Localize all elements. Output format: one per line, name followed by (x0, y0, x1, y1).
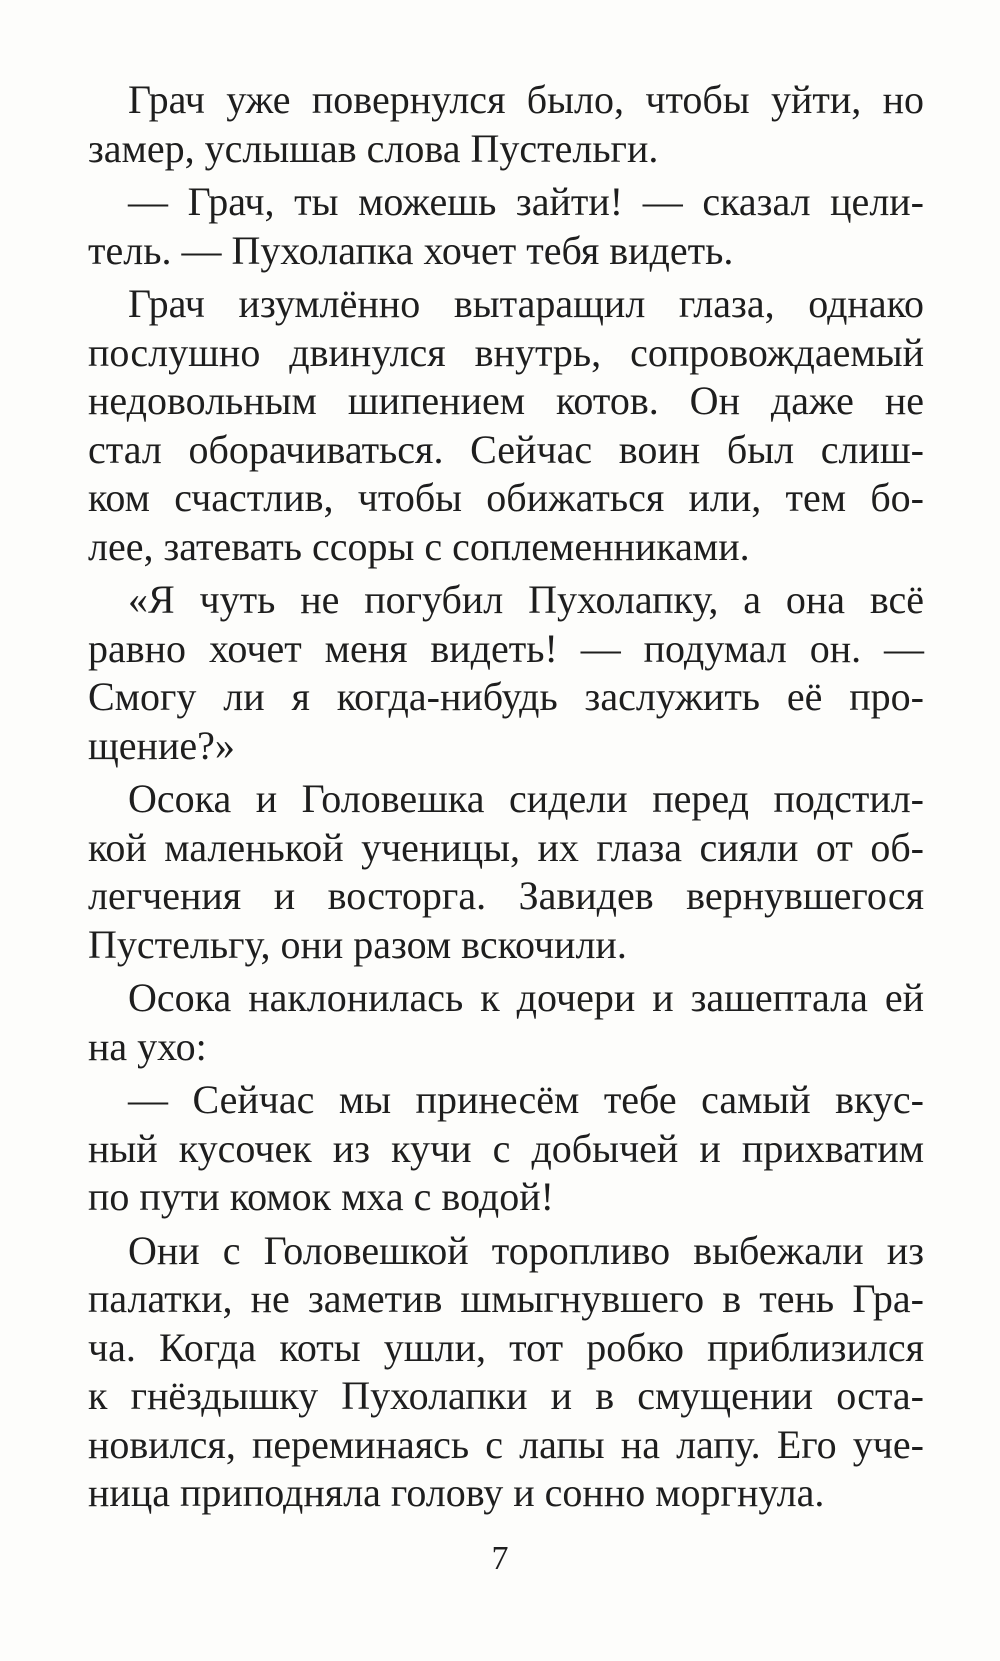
text-line: «Я чуть не погубил Пухолапку, а она всё (128, 577, 924, 622)
text-line: равно хочет меня видеть! — подумал он. — (88, 625, 924, 671)
text-line: Осока наклонилась к дочери и зашептала ей (128, 975, 924, 1020)
paragraph (88, 974, 924, 1071)
paragraph (88, 1227, 924, 1518)
text-line: послушно двинулся внутрь, сопровождаемый (88, 329, 924, 375)
text-line: палатки, не заметив шмыгнувшего в тень Гра- (88, 1276, 924, 1321)
text-line: по пути комок мха с водой! (88, 1174, 554, 1219)
text-line: кой маленькой ученицы, их глаза сияли от об- (88, 824, 924, 870)
text-line: Грач уже повернулся было, чтобы уйти, но (128, 77, 924, 122)
text-line: к гнёздышку Пухолапки и в смущении оста- (88, 1373, 924, 1418)
page-body (88, 76, 924, 1518)
text-line: недовольным шипением котов. Он даже не (88, 378, 924, 423)
paragraph (88, 178, 924, 275)
paragraph (88, 280, 924, 571)
text-line: на ухо: (88, 1023, 207, 1069)
text-line: щение?» (88, 722, 235, 768)
text-line: ница приподняла голову и сонно моргнула. (88, 1470, 825, 1515)
text-line: — Грач, ты можешь зайти! — сказал цели- (128, 179, 924, 224)
text-line: тель. — Пухолапка хочет тебя видеть. (88, 227, 734, 273)
text-line: — Сейчас мы принесём тебе самый вкус- (128, 1077, 924, 1122)
page-number: 7 (491, 1540, 509, 1577)
text-line: Смогу ли я когда-нибудь заслужить её про- (88, 674, 924, 719)
text-line: ком счастлив, чтобы обижаться или, тем бо- (88, 475, 924, 520)
text-line: Они с Головешкой торопливо выбежали из (128, 1227, 924, 1273)
paragraph (88, 1076, 924, 1222)
paragraph (88, 576, 924, 770)
text-line: Грач изумлённо вытаращил глаза, однако (128, 281, 924, 326)
text-line: легчения и восторга. Завидев вернувшегося (88, 873, 924, 918)
text-line: новился, переминаясь с лапы на лапу. Его уче- (88, 1421, 924, 1467)
text-line: Пустельгу, они разом вскочили. (88, 921, 627, 967)
text-line: замер, услышав слова Пустельги. (88, 125, 659, 171)
text-line: лее, затевать ссоры с соплеменниками. (88, 523, 750, 569)
text-line: ча. Когда коты ушли, тот робко приблизился (88, 1324, 924, 1370)
text-line: Осока и Головешка сидели перед подстил- (128, 776, 924, 821)
text-line: стал оборачиваться. Сейчас воин был слиш- (88, 426, 924, 472)
text-line: ный кусочек из кучи с добычей и прихватим (88, 1125, 924, 1171)
paragraph (88, 76, 924, 173)
paragraph (88, 775, 924, 969)
